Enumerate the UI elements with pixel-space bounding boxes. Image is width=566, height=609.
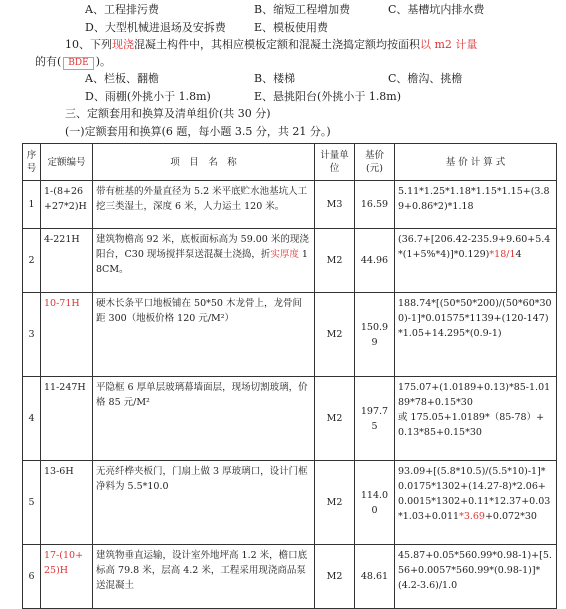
table-row xyxy=(23,461,557,545)
cell-unit: M2 xyxy=(315,545,355,609)
cell-formula xyxy=(395,229,557,293)
table-row xyxy=(23,181,557,229)
header-seq: 序号 xyxy=(23,144,41,181)
cell-seq: 2 xyxy=(23,229,41,293)
table-header-row xyxy=(23,144,557,181)
formula-highlight: *3.69 xyxy=(459,511,485,522)
cell-item-name: 带有桩基的外量直径为 5.2 米平底贮水池基坑人工挖三类湿土，深度 6 米，人力运土 120 米。 xyxy=(93,181,315,229)
cell-seq: 3 xyxy=(23,293,41,377)
header-formula: 基 价 计 算 式 xyxy=(395,144,557,181)
cell-formula: 45.87+0.05*560.99*0.98-1)+[5.56+0.0057*560.99*(0.98-1)]*(4.2-3.6)/1.0 xyxy=(395,545,557,609)
q9-option-b: B、缩短工程增加费 xyxy=(254,3,351,16)
cell-item-name: 无亮纤桦夹板门，门扇上做 3 厚玻璃口，设计门框净料为 5.5*10.0 xyxy=(93,461,315,545)
q9-option-e: E、模板使用费 xyxy=(254,21,329,34)
formula-part: (36.7+[206.42-235.9+9.60+5.4*(1+5%*4)]*0.129) xyxy=(398,234,551,260)
cell-code: 1-(8+26+27*2)H xyxy=(41,181,93,229)
cell-code: 11-247H xyxy=(41,377,93,461)
item-name-part: 18CM。 xyxy=(96,249,308,275)
table-row xyxy=(23,545,557,609)
cell-formula xyxy=(395,461,557,545)
cell-unit: M2 xyxy=(315,293,355,377)
q10-stem-line2 xyxy=(35,55,111,70)
cell-unit: M2 xyxy=(315,461,355,545)
cell-seq: 1 xyxy=(23,181,41,229)
q9-option-c: C、基槽坑内排水费 xyxy=(388,3,485,16)
formula-part: +0.072*30 xyxy=(484,511,537,522)
cell-seq: 6 xyxy=(23,545,41,609)
header-code: 定额编号 xyxy=(41,144,93,181)
table-row xyxy=(23,229,557,293)
formula-part: 93.09+[(5.8*10.5)/(5.5*10)-1]*0.0175*1302+(14.27-8)*2.06+0.0015*1302+0.11*12.37+0.03*1.03+0.011 xyxy=(398,466,551,522)
cell-formula: 5.11*1.25*1.18*1.15*1.15+(3.89+0.86*2)*1.18 xyxy=(395,181,557,229)
section-heading: 三、定额套用和换算及清单组价(共 30 分) xyxy=(65,107,271,120)
q10-stem-part: 混凝土构件中，其相应模板定额和混凝土浇捣定额均按面积 xyxy=(134,38,420,51)
subsection-heading: (一)定额套用和换算(6 题，每小题 3.5 分，共 21 分。) xyxy=(65,125,331,138)
cell-seq: 5 xyxy=(23,461,41,545)
cell-base-price: 16.59 xyxy=(355,181,395,229)
q10-answer-stamp: BDE xyxy=(63,57,93,70)
q10-option-e: E、悬挑阳台(外挑小于 1.8m) xyxy=(254,90,402,103)
q10-option-a: A、栏板、翻檐 xyxy=(85,72,159,85)
header-item-name: 项 目 名 称 xyxy=(93,144,315,181)
cell-item-name: 平隐框 6 厚单层玻璃幕墙面层，现场切割玻璃，价格 85 元/M² xyxy=(93,377,315,461)
header-unit: 计量单位 xyxy=(315,144,355,181)
cell-base-price: 114.00 xyxy=(355,461,395,545)
table-row xyxy=(23,377,557,461)
formula-part: 4 xyxy=(515,249,522,260)
cell-unit: M3 xyxy=(315,181,355,229)
q10-stem-part: 10、下列 xyxy=(65,38,112,51)
q10-option-c: C、檐沟、挑檐 xyxy=(388,72,463,85)
cell-seq: 4 xyxy=(23,377,41,461)
cell-code: 17-(10+25)H xyxy=(41,545,93,609)
table-row xyxy=(23,293,557,377)
cell-unit: M2 xyxy=(315,377,355,461)
cell-code: 4-221H xyxy=(41,229,93,293)
q10-stem-highlight: 以 m2 计量 xyxy=(420,38,478,51)
cell-item-name xyxy=(93,229,315,293)
cell-base-price: 150.99 xyxy=(355,293,395,377)
q9-option-a: A、工程排污费 xyxy=(85,3,159,16)
q10-stem xyxy=(65,38,477,52)
q10-option-d: D、雨棚(外挑小于 1.8m) xyxy=(85,90,211,103)
formula-highlight: *18/1 xyxy=(489,249,516,260)
cell-base-price: 48.61 xyxy=(355,545,395,609)
cell-formula: 175.07+(1.0189+0.13)*85-1.0189*78+0.15*30 或 175.05+1.0189*（85-78）+0.13*85+0.15*30 xyxy=(395,377,557,461)
q10-stem-part: 的有( xyxy=(35,55,62,68)
q10-option-b: B、楼梯 xyxy=(254,72,296,85)
quota-table xyxy=(22,143,557,609)
cell-base-price: 197.75 xyxy=(355,377,395,461)
item-name-part: 建筑物檐高 92 米，底板面标高为 59.00 米的现浇阳台，C30 现场搅拌泵送混凝土浇捣，折 xyxy=(96,234,309,260)
cell-unit: M2 xyxy=(315,229,355,293)
q10-stem-part: )。 xyxy=(95,55,111,68)
cell-item-name: 建筑物垂直运输，设计室外地坪高 1.2 米，檐口底标高 79.8 米，层高 4.2 米，工程采用现浇商品泵送混凝土 xyxy=(93,545,315,609)
cell-base-price: 44.96 xyxy=(355,229,395,293)
q9-option-d: D、大型机械进退场及安拆费 xyxy=(85,21,226,34)
item-name-highlight: 实厚度 xyxy=(270,249,299,260)
header-base-price: 基价(元) xyxy=(355,144,395,181)
cell-item-name: 硬木长条平口地板铺在 50*50 木龙骨上，龙骨间距 300（地板价格 120 元/M²） xyxy=(93,293,315,377)
cell-code: 13-6H xyxy=(41,461,93,545)
cell-formula: 188.74*[(50*50*200)/(50*60*300)-1]*0.01575*1139+(120-147)*1.05+14.295*(0.9-1) xyxy=(395,293,557,377)
cell-code: 10-71H xyxy=(41,293,93,377)
q10-stem-highlight: 现浇 xyxy=(112,38,134,51)
